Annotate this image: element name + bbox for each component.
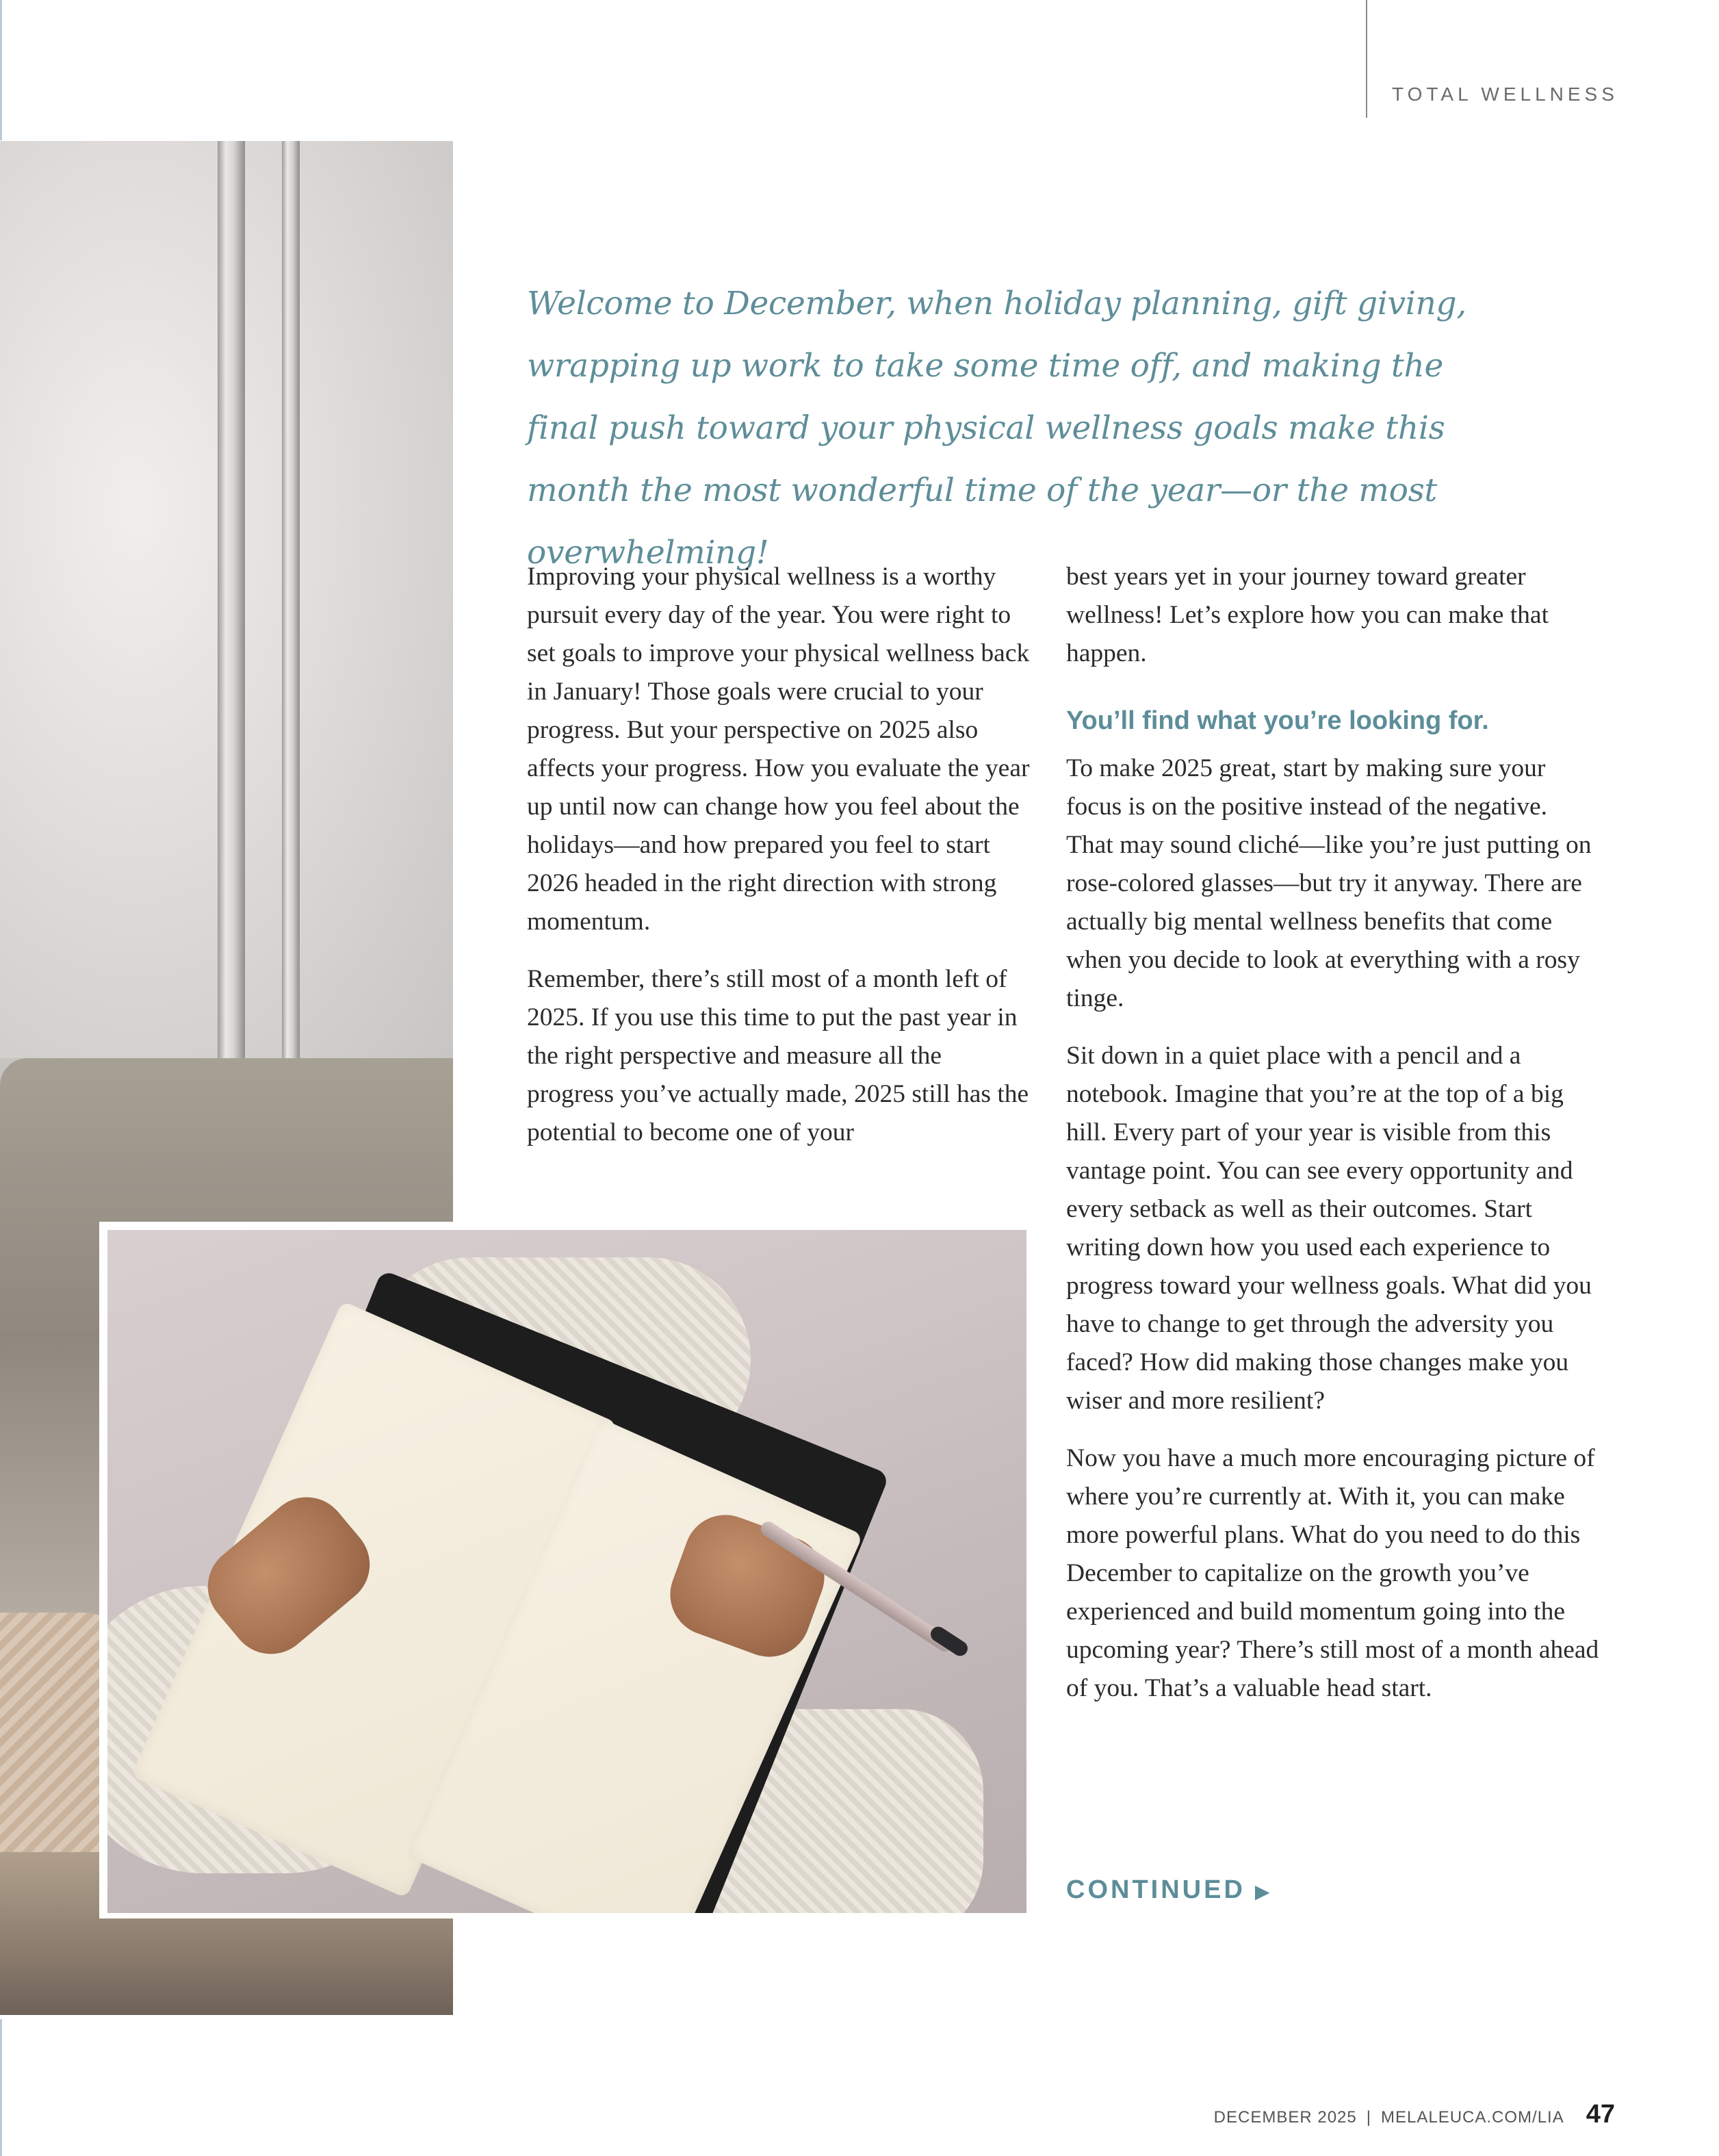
continued-link[interactable]: [1066, 1875, 1269, 1905]
body-paragraph: Improving your physical wellness is a worthy pursuit every day of the year. You were right to set goals to improve your physical wellness back in January! Those goals were crucial to your progress. But your perspective on 2025 also affects your progress. How you evaluate the year up until now can change how you feel about the holidays—and how prepared you feel to start 2026 headed in the right direction with strong momentum.: [527, 563, 1030, 936]
body-paragraph: To make 2025 great, start by making sure your focus is on the positive instead of the negative. That may sound cliché—like you’re just putting on rose-colored glasses—but try it anyway. There are actually big mental wellness benefits that come when you decide to look at everything with a rosy tinge.: [1066, 754, 1592, 1012]
page-number: 47: [1586, 2100, 1615, 2129]
section-label: TOTAL WELLNESS: [1392, 84, 1618, 105]
left-edge-accent-bottom: [0, 2019, 2, 2156]
article-column-right: [1066, 558, 1600, 1727]
section-subhead: You’ll find what you’re looking for.: [1066, 706, 1489, 735]
body-paragraph: Now you have a much more encouraging picture of where you’re currently at. With it, you can make more powerful plans. What do you need to do this December to capitalize on the growth you’ve experienced and build momentum going into the upcoming year? There’s still most of a month ahead of you. That’s a valuable head start.: [1066, 1444, 1599, 1702]
article-column-left: [527, 558, 1033, 1171]
page-footer: [1214, 2100, 1615, 2129]
body-paragraph: Sit down in a quiet place with a pencil and a notebook. Imagine that you’re at the top of a big hill. Every part of your year is visible from this vantage point. You can see every opportunity and every setback as well as their outcomes. Start writing down how you used each experience to progress toward your wellness goals. What did you have to change to get through the adversity you faced? How did making those changes make you wiser and more resilient?: [1066, 1042, 1592, 1415]
window-frame-right: [282, 141, 300, 1058]
intro-pull-quote: Welcome to December, when holiday planning, gift giving, wrapping up work to take some time off, and making the final push toward your physical wellness goals make this month the most wonderful time of the year—or the most overwhelming!: [527, 285, 1466, 572]
footer-separator: |: [1366, 2108, 1371, 2127]
left-edge-accent: [0, 0, 2, 140]
window-frame-left: [218, 141, 245, 1058]
footer-site: MELALEUCA.COM/LIA: [1380, 2108, 1564, 2127]
header-divider: [1366, 0, 1367, 118]
journal-photo: [107, 1230, 1026, 1913]
footer-issue: DECEMBER 2025: [1213, 2108, 1357, 2127]
body-paragraph-continuation: best years yet in your journey toward greater wellness! Let’s explore how you can make that happen.: [1066, 563, 1549, 667]
body-paragraph: Remember, there’s still most of a month left of 2025. If you use this time to put the past year in the right perspective and measure all the progress you’ve actually made, 2025 still has the potential to become one of your: [527, 965, 1029, 1146]
continued-label: CONTINUED: [1066, 1875, 1245, 1904]
play-triangle-icon: ▶: [1254, 1881, 1270, 1902]
